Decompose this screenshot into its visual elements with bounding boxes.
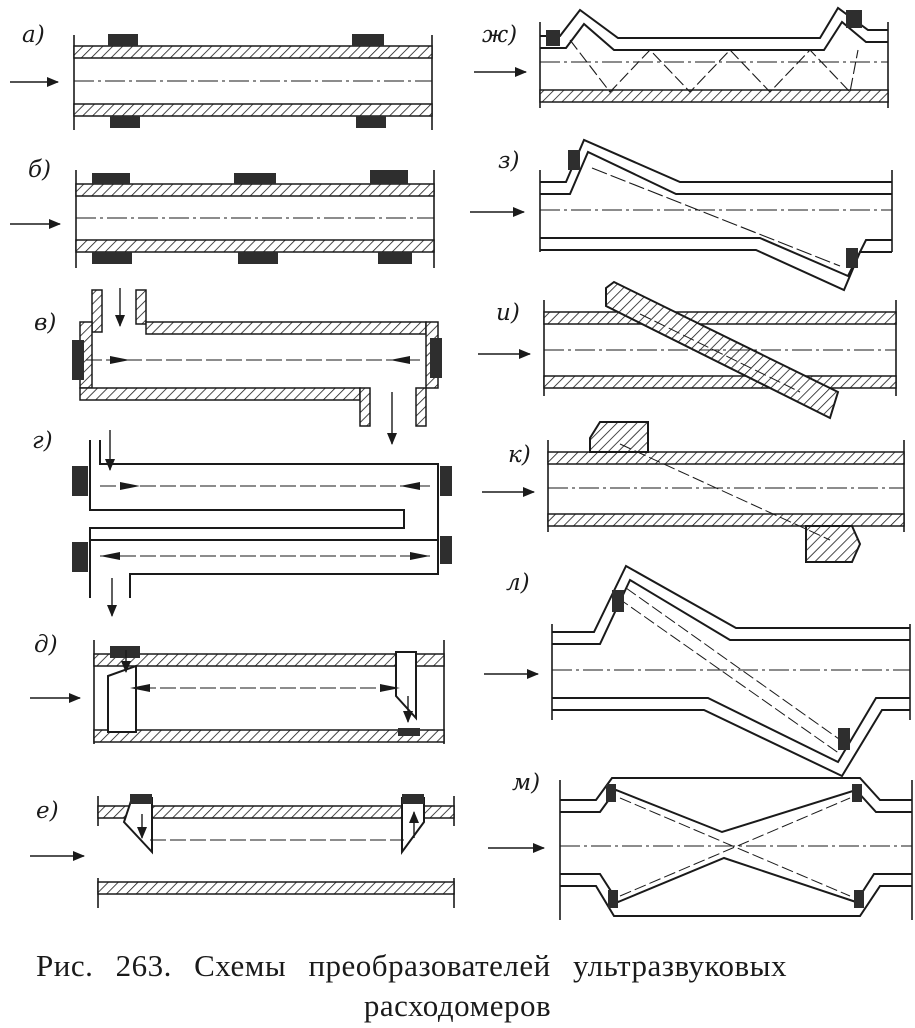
transducer-block (110, 116, 140, 128)
scheme-z (470, 140, 892, 290)
scheme-e-label: е) (36, 798, 59, 824)
transducer-block (238, 252, 278, 264)
transducer-block (838, 728, 850, 750)
scheme-g (32, 428, 452, 616)
scheme-d-label: д) (34, 632, 58, 658)
transducer-block (130, 794, 152, 804)
transducer-block (440, 536, 452, 564)
transducer-block (92, 252, 132, 264)
transducer-block (606, 784, 616, 802)
figure-caption-line2: расходомеров (363, 988, 552, 1023)
scheme-b-label: б) (28, 157, 52, 183)
scheme-v-label: в) (34, 310, 57, 336)
transducer-block (110, 646, 140, 658)
transducer-block (398, 728, 420, 736)
transducer-block (402, 794, 424, 804)
scheme-i-label: и) (496, 300, 520, 326)
transducer-block (356, 116, 386, 128)
scheme-k (482, 422, 904, 562)
immersed-transducer (402, 798, 424, 852)
transducer-block (852, 784, 862, 802)
transducer-block (92, 173, 130, 184)
reflector-insert (108, 666, 136, 732)
transducer-block (72, 542, 88, 572)
reflector-insert (396, 652, 416, 718)
transducer-block (378, 252, 412, 264)
scheme-d (30, 632, 444, 744)
scheme-m (488, 770, 912, 920)
scheme-l-label: л) (506, 570, 530, 596)
scheme-z-label: з) (498, 148, 520, 174)
scheme-b (10, 157, 434, 268)
transducer-block (72, 466, 88, 496)
figure-caption-line1: Рис. 263. Схемы преобразователей ультразвуковых (36, 948, 787, 983)
transducer-block (430, 338, 442, 378)
transducer-block (234, 173, 276, 184)
transducer-block (370, 170, 408, 184)
scheme-a-label: а) (22, 22, 45, 48)
transducer-block (854, 890, 864, 908)
transducer-block (108, 34, 138, 46)
scheme-zh (474, 8, 888, 108)
transducer-block (568, 150, 580, 170)
transducer-block (546, 30, 560, 46)
transducer-block (72, 340, 84, 380)
transducer-block (608, 890, 618, 908)
wedge-transducer (806, 526, 860, 562)
transducer-block (846, 248, 858, 268)
transducer-block (352, 34, 384, 46)
scheme-l (484, 566, 910, 776)
scheme-zh-label: ж) (482, 22, 518, 48)
wedge-transducer (590, 422, 648, 452)
scheme-a (10, 22, 432, 130)
transducer-block (846, 10, 862, 28)
scheme-v (34, 288, 442, 444)
scheme-m-label: м) (512, 770, 541, 796)
transducer-block (612, 590, 624, 612)
transducer-block (440, 466, 452, 496)
scheme-i (478, 282, 896, 418)
scheme-k-label: к) (508, 442, 531, 468)
scheme-g-label: г) (32, 428, 53, 454)
scheme-e (30, 794, 454, 908)
